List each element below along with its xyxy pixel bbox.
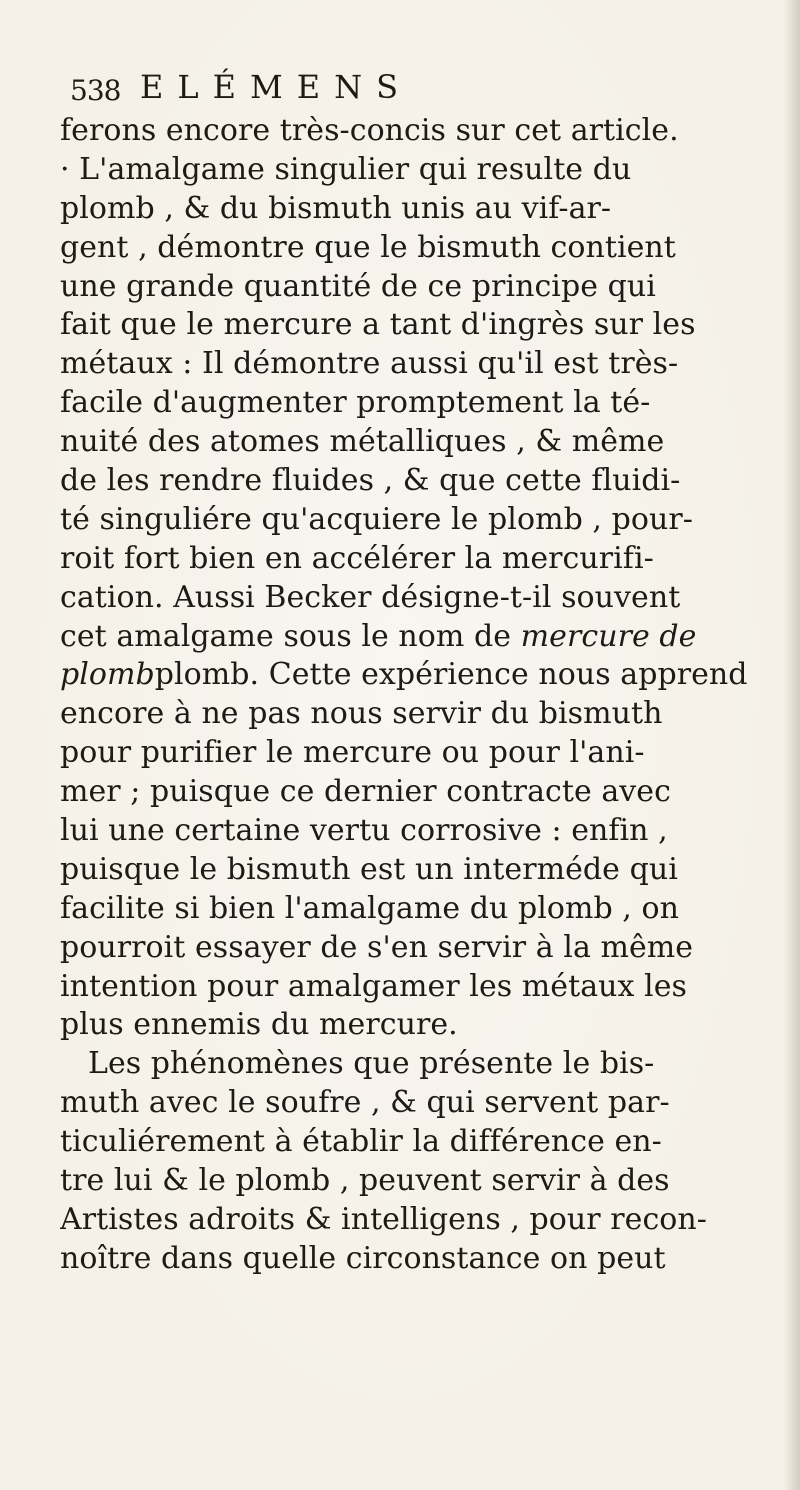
text-line-8: facile d'augmenter promptement la té-	[60, 385, 651, 421]
running-title: ELÉMENS	[140, 68, 413, 106]
text-line-11: té singuliére qu'acquiere le plomb , pour-	[60, 501, 693, 537]
text-line-12: roit fort bien en accélérer la mercurifi-	[60, 540, 654, 576]
running-head	[70, 70, 590, 114]
text-line-5: une grande quantité de ce principe qui	[60, 268, 656, 304]
text-line-15: plombplomb. Cette expérience nous apprend	[60, 657, 748, 693]
body-text	[60, 112, 800, 1279]
page-number: 538	[70, 74, 121, 107]
text-line-7: métaux : Il démontre aussi qu'il est très-	[60, 346, 679, 382]
text-line-13: cation. Aussi Becker désigne-t-il souvent	[60, 579, 681, 615]
text-line-4: gent , démontre que le bismuth contient	[60, 229, 676, 265]
text-line-21: facilite si bien l'amalgame du plomb , on	[60, 890, 679, 926]
text-line-3: plomb , & du bismuth unis au vif-ar-	[60, 190, 612, 226]
text-line-22: pourroit essayer de s'en servir à la même	[60, 929, 694, 965]
text-line-27: ticuliérement à établir la différence en-	[60, 1124, 662, 1160]
italic-phrase-plomb: plomb	[60, 657, 155, 693]
text-line-29: Artistes adroits & intelligens , pour recon-	[60, 1201, 707, 1237]
text-line-17: pour purifier le mercure ou pour l'ani-	[60, 735, 645, 771]
text-line-30: noître dans quelle circonstance on peut	[60, 1240, 666, 1276]
text-line-18: mer ; puisque ce dernier contracte avec	[60, 774, 671, 810]
text-line-28: tre lui & le plomb , peuvent servir à des	[60, 1163, 670, 1199]
text-line-26: muth avec le soufre , & qui servent par-	[60, 1085, 670, 1121]
text-line-2: · L'amalgame singulier qui resulte du	[60, 151, 632, 187]
text-line-25: Les phénomènes que présente le bis-	[88, 1046, 655, 1082]
text-line-16: encore à ne pas nous servir du bismuth	[60, 696, 663, 732]
text-line-23: intention pour amalgamer les métaux les	[60, 968, 687, 1004]
text-line-24: plus ennemis du mercure.	[60, 1007, 458, 1043]
italic-phrase-mercure: mercure de	[520, 618, 697, 654]
text-line-14: cet amalgame sous le nom de mercure de	[60, 618, 697, 654]
text-line-19: lui une certaine vertu corrosive : enfin ,	[60, 813, 668, 849]
text-line-9: nuité des atomes métalliques , & même	[60, 424, 665, 460]
text-line-1: ferons encore très-concis sur cet article.	[60, 113, 679, 148]
text-line-10: de les rendre fluides , & que cette fluidi-	[60, 463, 681, 499]
text-line-6: fait que le mercure a tant d'ingrès sur les	[60, 307, 696, 343]
text-line-20: puisque le bismuth est un interméde qui	[60, 851, 678, 887]
